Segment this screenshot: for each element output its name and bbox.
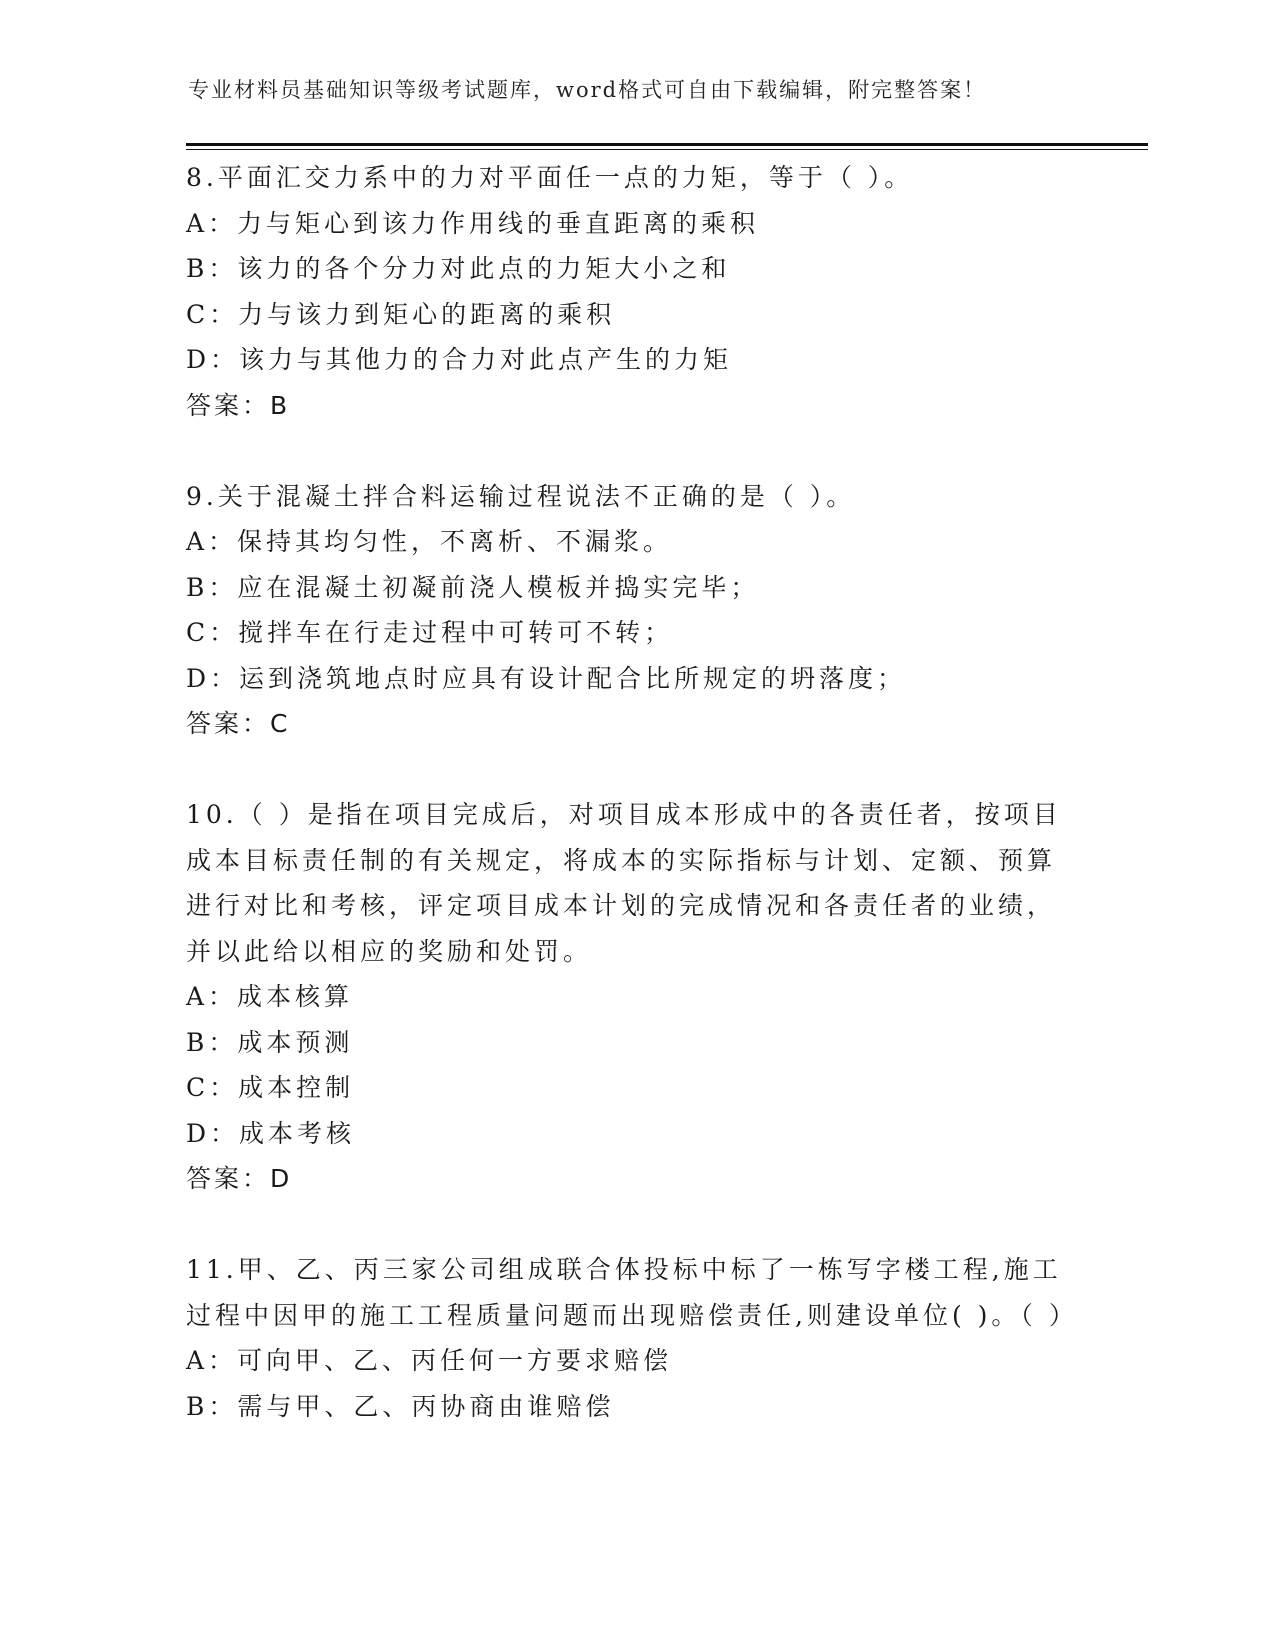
- header-divider: [186, 143, 1148, 146]
- question-9: [186, 474, 1066, 747]
- option-b: B：该力的各个分力对此点的力矩大小之和: [186, 254, 731, 283]
- question-10: [186, 792, 1066, 1202]
- option-d: D：运到浇筑地点时应具有设计配合比所规定的坍落度；: [186, 663, 907, 693]
- option-c: C：搅拌车在行走过程中可转可不转；: [186, 618, 674, 647]
- option-b: B：应在混凝土初凝前浇人模板并捣实完毕；: [186, 572, 760, 602]
- question-stem: 10.（ ）是指在项目完成后，对项目成本形成中的各责任者，按项目成本目标责任制的有关规定，将成本的实际指标与计划、定额、预算进行对比和考核，评定项目成本计划的完成情况和各责任者的业绩，并以此给以相应的奖励和处罚。: [186, 800, 1062, 966]
- question-8: [186, 155, 1066, 428]
- option-b: B：成本预测: [186, 1027, 354, 1057]
- answer: 答案：C: [186, 709, 291, 738]
- option-a: A：可向甲、乙、丙任何一方要求赔偿: [186, 1346, 673, 1375]
- option-b: B：需与甲、乙、丙协商由谁赔偿: [186, 1391, 615, 1421]
- question-11: [186, 1247, 1078, 1429]
- option-c: C：成本控制: [186, 1073, 355, 1102]
- option-d: D：该力与其他力的合力对此点产生的力矩: [186, 345, 733, 374]
- question-stem: 9.关于混凝土拌合料运输过程说法不正确的是（ ）。: [186, 481, 856, 511]
- question-stem: 11.甲、乙、丙三家公司组成联合体投标中标了一栋写字楼工程,施工过程中因甲的施工工程质量问题而出现赔偿责任,则建设单位( )。（ ）: [186, 1255, 1078, 1330]
- option-a: A：力与矩心到该力作用线的垂直距离的乘积: [186, 208, 760, 238]
- option-a: A：成本核算: [186, 982, 354, 1011]
- page-header: 专业材料员基础知识等级考试题库，word格式可自由下载编辑，附完整答案！: [188, 78, 987, 102]
- answer: 答案：D: [186, 1164, 293, 1193]
- question-list: [186, 155, 1078, 1475]
- option-c: C：力与该力到矩心的距离的乘积: [186, 299, 616, 329]
- option-a: A：保持其均匀性，不离析、不漏浆。: [186, 527, 673, 556]
- answer: 答案：B: [186, 390, 291, 420]
- question-stem: 8.平面汇交力系中的力对平面任一点的力矩，等于（ ）。: [186, 163, 914, 192]
- header-divider-thin: [186, 149, 1148, 150]
- option-d: D：成本考核: [186, 1118, 356, 1148]
